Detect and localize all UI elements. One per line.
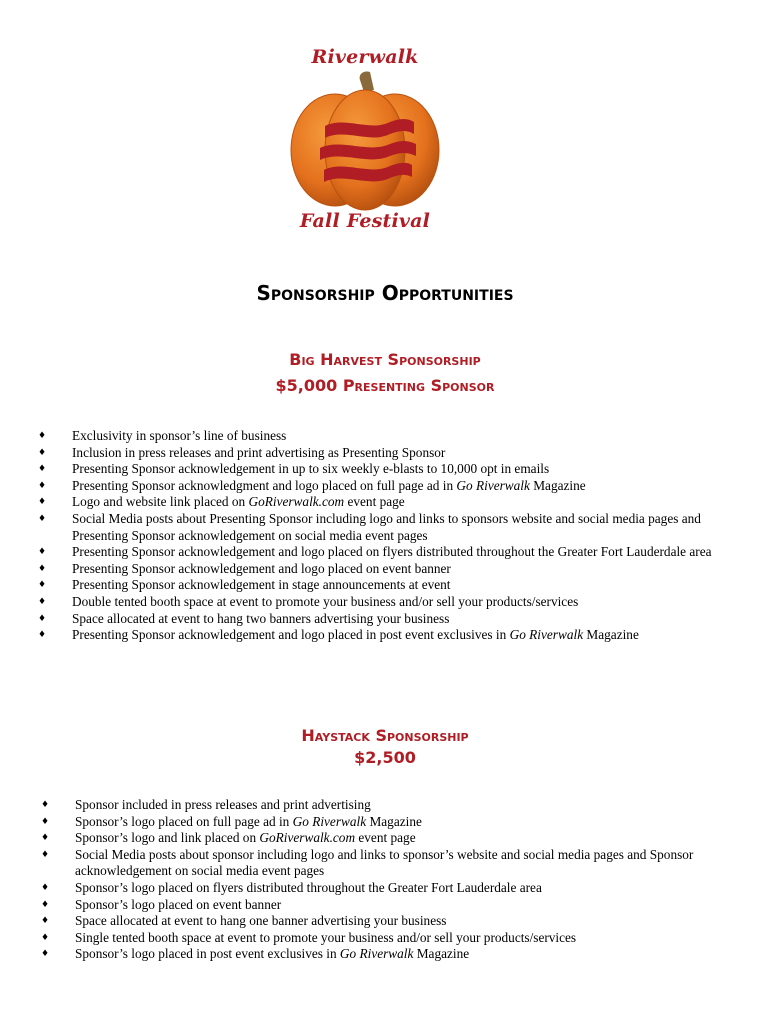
benefit-text: Sponsor’s logo placed in post event exclusives in	[75, 946, 340, 962]
benefit-text: Social Media posts about Presenting Sponsor including logo and links to sponsors website and social media pages and Presenting Sponsor acknowledgement on social media event pages	[72, 510, 701, 543]
benefit-item	[38, 627, 738, 644]
benefit-text: Sponsor’s logo placed on flyers distributed throughout the Greater Fort Lauderdale area	[75, 879, 542, 895]
big-harvest-heading: Big Harvest Sponsorship	[289, 350, 481, 369]
benefit-item	[41, 913, 721, 930]
benefit-text: Space allocated at event to hang one banner advertising your business	[75, 913, 447, 929]
benefit-emphasis: GoRiverwalk.com	[259, 830, 356, 846]
benefit-emphasis: Go Riverwalk	[456, 477, 530, 493]
benefit-item	[38, 428, 738, 445]
haystack-price: $2,500	[354, 748, 416, 767]
benefit-item	[41, 797, 721, 814]
benefit-emphasis: Go Riverwalk	[339, 946, 414, 962]
benefit-item	[38, 577, 738, 594]
big-harvest-price: $5,000 Presenting Sponsor	[275, 376, 495, 395]
benefit-text: Magazine	[583, 627, 639, 643]
benefit-text: Exclusivity in sponsor’s line of business	[72, 428, 287, 443]
big-harvest-benefits-list	[38, 428, 738, 644]
logo-fall-festival-text: Fall Festival	[299, 210, 431, 232]
benefit-item	[41, 880, 721, 897]
benefit-item	[38, 461, 738, 478]
page-title: Sponsorship Opportunities	[256, 281, 514, 305]
benefit-text: Social Media posts about sponsor including logo and links to sponsor’s website and social media pages and Sponsor acknowledgement on social media event pages	[75, 846, 694, 879]
benefit-item	[41, 946, 721, 963]
benefit-text: Presenting Sponsor acknowledgement and logo placed on event banner	[72, 560, 451, 576]
benefit-item	[38, 544, 738, 561]
logo-riverwalk-text: Riverwalk	[311, 46, 419, 68]
haystack-heading: Haystack Sponsorship	[301, 726, 469, 745]
benefit-text: Sponsor’s logo and link placed on	[75, 830, 260, 846]
benefit-item	[38, 561, 738, 578]
benefit-item	[38, 594, 738, 611]
benefit-text: Presenting Sponsor acknowledgement and logo placed in post event exclusives in	[72, 627, 510, 643]
benefit-text: Presenting Sponsor acknowledgement in stage announcements at event	[72, 577, 451, 593]
benefit-text: Inclusion in press releases and print advertising as Presenting Sponsor	[72, 444, 446, 460]
benefit-item	[41, 897, 721, 914]
benefit-text: Magazine	[413, 946, 470, 962]
benefit-emphasis: GoRiverwalk.com	[248, 494, 345, 510]
benefit-item	[38, 445, 738, 462]
benefit-item	[41, 847, 721, 880]
benefit-item	[38, 478, 738, 495]
benefit-text: Sponsor’s logo placed on event banner	[75, 896, 282, 912]
pumpkin-icon	[280, 68, 450, 218]
benefit-text: Single tented booth space at event to promote your business and/or sell your products/services	[75, 929, 577, 945]
benefit-emphasis: Go Riverwalk	[292, 813, 367, 829]
benefit-text: Double tented booth space at event to promote your business and/or sell your products/services	[72, 593, 579, 609]
benefit-item	[38, 494, 738, 511]
benefit-text: Presenting Sponsor acknowledgement and logo placed on flyers distributed throughout the Greater Fort Lauderdale area	[72, 544, 712, 560]
benefit-text: event page	[355, 830, 416, 846]
benefit-text: event page	[344, 494, 405, 510]
benefit-text: Magazine	[529, 477, 586, 493]
benefit-item	[38, 511, 738, 544]
benefit-item	[41, 930, 721, 947]
haystack-benefits-list	[41, 797, 721, 963]
benefit-text: Space allocated at event to hang two banners advertising your business	[72, 610, 450, 626]
benefit-text: Sponsor included in press releases and print advertising	[75, 797, 371, 812]
benefit-text: Logo and website link placed on	[72, 494, 249, 510]
benefit-text: Sponsor’s logo placed on full page ad in	[75, 813, 293, 829]
benefit-item	[38, 611, 738, 628]
benefit-item	[41, 830, 721, 847]
benefit-text: Magazine	[366, 813, 422, 829]
riverwalk-fall-festival-logo	[280, 44, 450, 244]
benefit-emphasis: Go Riverwalk	[509, 627, 584, 643]
benefit-text: Presenting Sponsor acknowledgment and logo placed on full page ad in	[72, 477, 457, 493]
benefit-item	[41, 814, 721, 831]
benefit-text: Presenting Sponsor acknowledgement in up to six weekly e-blasts to 10,000 opt in emails	[72, 461, 550, 477]
